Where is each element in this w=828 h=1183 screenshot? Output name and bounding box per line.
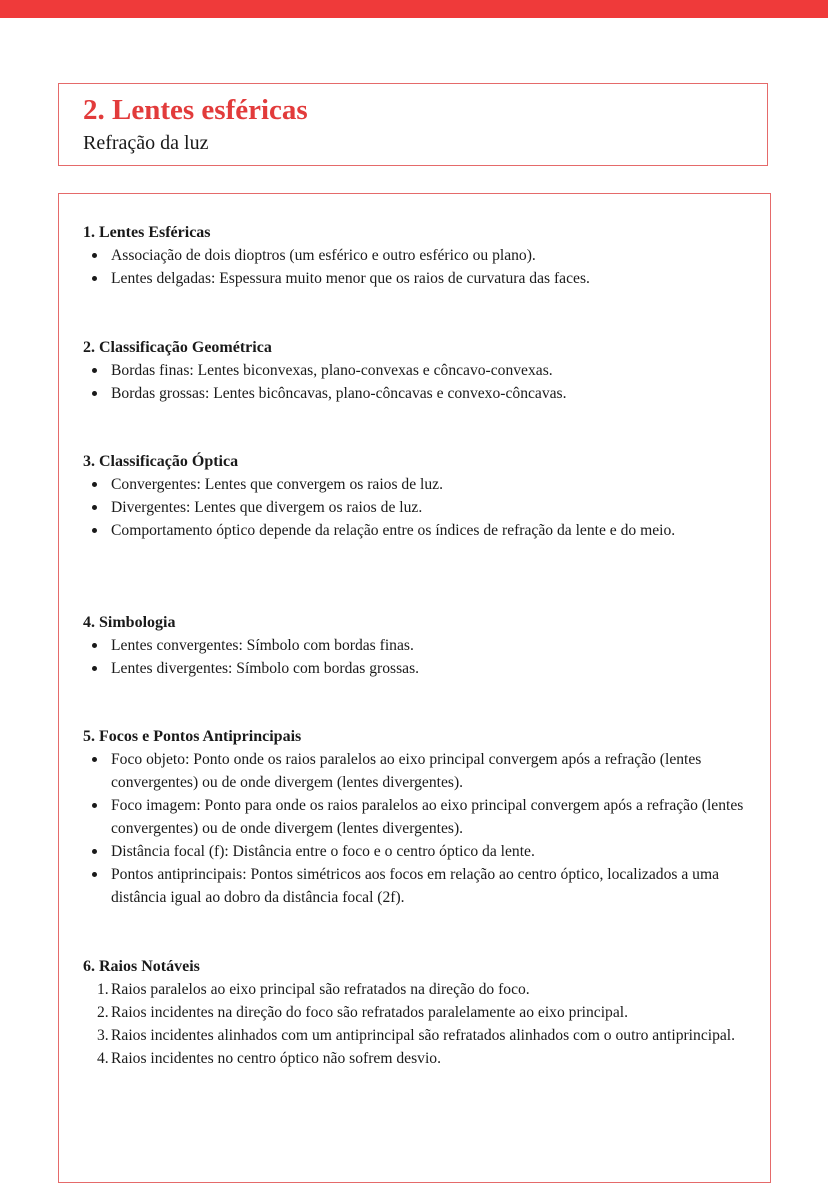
list-item-text: Raios incidentes na direção do foco são refratados paralelamente ao eixo principal.: [111, 1004, 628, 1021]
section-simbologia: [83, 612, 753, 680]
list-item-text: Associação de dois dioptros (um esférico e outro esférico ou plano).: [111, 247, 536, 264]
list-item-text: Divergentes: Lentes que divergem os raios de luz.: [111, 499, 423, 516]
list-item-text: Foco objeto: Ponto onde os raios paralelos ao eixo principal convergem após a refração (lentes convergentes) ou de onde divergem (lentes divergentes).: [111, 751, 702, 791]
section-lentes-esfericas: [83, 222, 753, 290]
bullet-list: [83, 473, 753, 542]
bullet-icon: [92, 253, 97, 258]
list-item: [83, 473, 753, 496]
page-subtitle: Refração da luz: [83, 132, 209, 154]
list-item: [83, 519, 753, 542]
list-item-number: 3.: [97, 1027, 109, 1044]
list-item-text: Foco imagem: Ponto para onde os raios paralelos ao eixo principal convergem após a refração (lentes convergentes) ou de onde divergem (lentes divergentes).: [111, 797, 744, 837]
section-heading: 6. Raios Notáveis: [83, 958, 200, 975]
bullet-list: [83, 748, 753, 909]
bullet-icon: [92, 528, 97, 533]
section-heading: 2. Classificação Geométrica: [83, 339, 272, 356]
list-item: [83, 1047, 753, 1070]
list-item-text: Convergentes: Lentes que convergem os raios de luz.: [111, 476, 443, 493]
top-accent-bar: [0, 0, 828, 18]
list-item-text: Raios paralelos ao eixo principal são refratados na direção do foco.: [111, 981, 530, 998]
list-item-text: Lentes convergentes: Símbolo com bordas finas.: [111, 637, 414, 654]
list-item-text: Raios incidentes alinhados com um antiprincipal são refratados alinhados com o outro antiprincipal.: [111, 1027, 736, 1044]
list-item: [83, 657, 753, 680]
bullet-list: [83, 359, 753, 405]
bullet-icon: [92, 666, 97, 671]
bullet-icon: [92, 872, 97, 877]
section-focos-pontos-antiprincipais: [83, 726, 753, 909]
list-item: [83, 748, 753, 794]
list-item: [83, 794, 753, 840]
list-item: [83, 244, 753, 267]
list-item: [83, 382, 753, 405]
section-raios-notaveis: [83, 956, 753, 1070]
list-item: [83, 359, 753, 382]
list-item: [83, 840, 753, 863]
section-heading: 3. Classificação Óptica: [83, 453, 239, 470]
bullet-icon: [92, 482, 97, 487]
list-item: [83, 863, 753, 909]
section-heading: 4. Simbologia: [83, 614, 176, 631]
list-item-text: Comportamento óptico depende da relação entre os índices de refração da lente e do meio.: [111, 522, 676, 539]
list-item: [83, 267, 753, 290]
bullet-icon: [92, 391, 97, 396]
list-item-text: Distância focal (f): Distância entre o foco e o centro óptico da lente.: [111, 843, 535, 860]
bullet-icon: [92, 643, 97, 648]
section-classificacao-geometrica: [83, 337, 753, 405]
list-item-text: Raios incidentes no centro óptico não sofrem desvio.: [111, 1050, 441, 1067]
title-box: [58, 83, 768, 166]
list-item-text: Pontos antiprincipais: Pontos simétricos aos focos em relação ao centro óptico, localizados a uma distância igual ao dobro da distância focal (2f).: [111, 866, 719, 906]
list-item-text: Bordas grossas: Lentes bicôncavas, plano-côncavas e convexo-côncavas.: [111, 385, 567, 402]
section-heading: 1. Lentes Esféricas: [83, 224, 211, 241]
section-classificacao-optica: [83, 451, 753, 542]
numbered-list: [83, 978, 753, 1070]
list-item: [83, 1001, 753, 1024]
bullet-icon: [92, 803, 97, 808]
content-box: [58, 193, 771, 1183]
bullet-icon: [92, 276, 97, 281]
bullet-icon: [92, 849, 97, 854]
list-item-text: Lentes delgadas: Espessura muito menor que os raios de curvatura das faces.: [111, 270, 590, 287]
list-item: [83, 634, 753, 657]
bullet-list: [83, 244, 753, 290]
list-item-text: Lentes divergentes: Símbolo com bordas grossas.: [111, 660, 420, 677]
list-item-text: Bordas finas: Lentes biconvexas, plano-convexas e côncavo-convexas.: [111, 362, 553, 379]
list-item: [83, 496, 753, 519]
list-item: [83, 978, 753, 1001]
list-item-number: 2.: [97, 1004, 109, 1021]
list-item-number: 1.: [97, 981, 109, 998]
bullet-icon: [92, 368, 97, 373]
bullet-list: [83, 634, 753, 680]
section-heading: 5. Focos e Pontos Antiprincipais: [83, 728, 302, 745]
list-item: [83, 1024, 753, 1047]
bullet-icon: [92, 757, 97, 762]
page-title: 2. Lentes esféricas: [83, 94, 308, 126]
list-item-number: 4.: [97, 1050, 109, 1067]
bullet-icon: [92, 505, 97, 510]
